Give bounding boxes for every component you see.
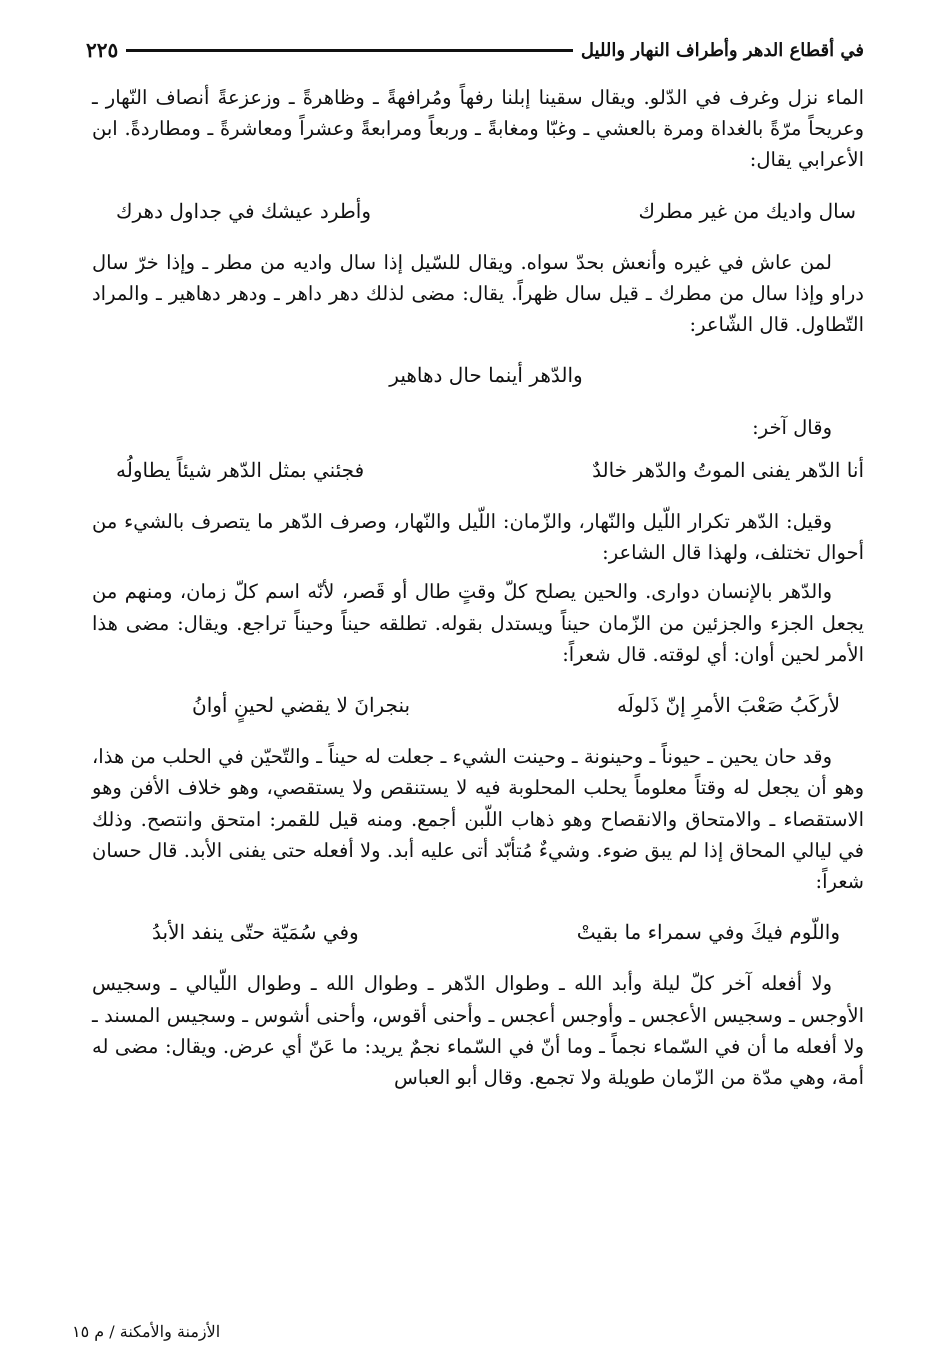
verse-5-second-hemistich: وفي سُمَيّة حتّى ينفد الأبدُ <box>152 920 359 945</box>
verse-4-second-hemistich: بنجرانَ لا يقضي لحينٍ أوانُ <box>192 693 411 718</box>
verse-3-second-hemistich: فجئني بمثل الدّهر شيئاً يطاولُه <box>116 457 365 482</box>
paragraph-6: وقد حان يحين ـ حيوناً ـ وحينونة ـ وحينت الشيء ـ جعلت له حيناً ـ والتّحيّن في الحلب من هذا، وهو أن يجعل له وقتاً معلوماً يحلب المحلوبة فيه لا يستنقص ولا يستقصي، وهو خلاف الأفن وهو الاستقصاء ـ والامتحاق والانقصاح وهو ذهاب اللّبن أجمع. ومنه قيل للقمر: امتحق وانتصح. وذلك في ليالي المحاق إذا لم يبق ضوء. وشيءٌ مُتأبّد أتى عليه أبد. ولا أفعله حتى يفنى الأبد. قال حسان شعراً: <box>92 745 864 894</box>
verse-4-first-hemistich: لأركَبُ صَعْبَ الأمرِ إنّ ذَلولَه <box>616 693 840 718</box>
signature-mark: الأزمنة والأمكنة / م ١٥ <box>72 1322 221 1341</box>
header-rule <box>126 49 573 52</box>
body-text <box>92 82 864 1093</box>
paragraph-4: وقيل: الدّهر تكرار اللّيل والنّهار، والزّمان: اللّيل والنّهار، وصرف الدّهر ما يتصرف بالشيء من أحوال تختلف، ولهذا قال الشاعر: <box>92 510 864 565</box>
paragraph-7: ولا أفعله آخر كلّ ليلة وأبد الله ـ وطوال الدّهر ـ وطوال الله ـ وطوال اللّيالي ـ وسجيس الأوجس ـ وسجيس الأعجس ـ وأوجس أعجس ـ وأحنى أقوس، وأحنى أشوس ـ وسجيس المسند ـ ولا أفعله ما أن في السّماء نجماً ـ وما أنّ في السّماء نجمٌ يريد: ما عَنّ أي عرض. ويقال: مضى له أمة، وهي مدّة من الزّمان طويلة ولا تجمع. وقال أبو العباس <box>92 972 864 1090</box>
verse-2-line: والدّهر أينما حال دهاهير <box>389 363 583 388</box>
verse-4 <box>92 690 864 721</box>
verse-5-first-hemistich: واللّوم فيكَ وفي سمراء ما بقيتْ <box>576 920 840 945</box>
paragraph-5: والدّهر بالإنسان دوارى. والحين يصلح كلّ وقتٍ طال أو قَصر، لأنّه اسم كلّ زمان، ومنهم من يجعل الجزء والجزئين من الزّمان حيناً ويستدل بقوله. تطلقه حيناً وحيناً تراجع. ويقال: مضى هذا الأمر لحين أوان: أي لوقته. قال شعراً: <box>92 580 864 666</box>
paragraph-1: الماء نزل وغرف في الدّلو. ويقال سقينا إبلنا رفهاً ومُرافهةً ـ وظاهرةً ـ وزعزعةً أنصاف النّهار ـ وعريحاً مرّةً بالغداة ومرة بالعشي ـ وغبّا ومغابةً ـ وربعاً ومرابعةً وعشراً ومعاشرةً ـ ومطاردةً. ابن الأعرابي يقال: <box>92 86 864 172</box>
running-title: في أقطاع الدهر وأطراف النهار والليل <box>580 39 864 61</box>
verse-2 <box>92 360 864 391</box>
verse-1-second-hemistich: وأطرد عيشك في جداول دهرك <box>116 198 371 223</box>
paragraph-2: لمن عاش في غيره وأنعش بحدّ سواه. ويقال للسّيل إذا سال واديه من مطر ـ وإذا خرّ سال دراو وإذا سال من مطرك ـ قيل سال ظهراً. يقال: مضى لذلك دهر داهر ـ ودهر دهاهير ـ والمراد التّطاول. قال الشّاعر: <box>92 250 864 337</box>
verse-1 <box>92 196 864 227</box>
verse-1-first-hemistich: سال واديك من غير مطرك <box>638 198 856 223</box>
verse-5 <box>92 917 864 948</box>
verse-3-first-hemistich: أنا الدّهر يفنى الموتُ والدّهر خالدٌ <box>592 457 864 482</box>
paragraph-3: وقال آخر: <box>752 415 832 439</box>
page-number: ٢٢٥ <box>86 38 119 62</box>
verse-3 <box>92 455 864 486</box>
page-header <box>86 30 864 70</box>
